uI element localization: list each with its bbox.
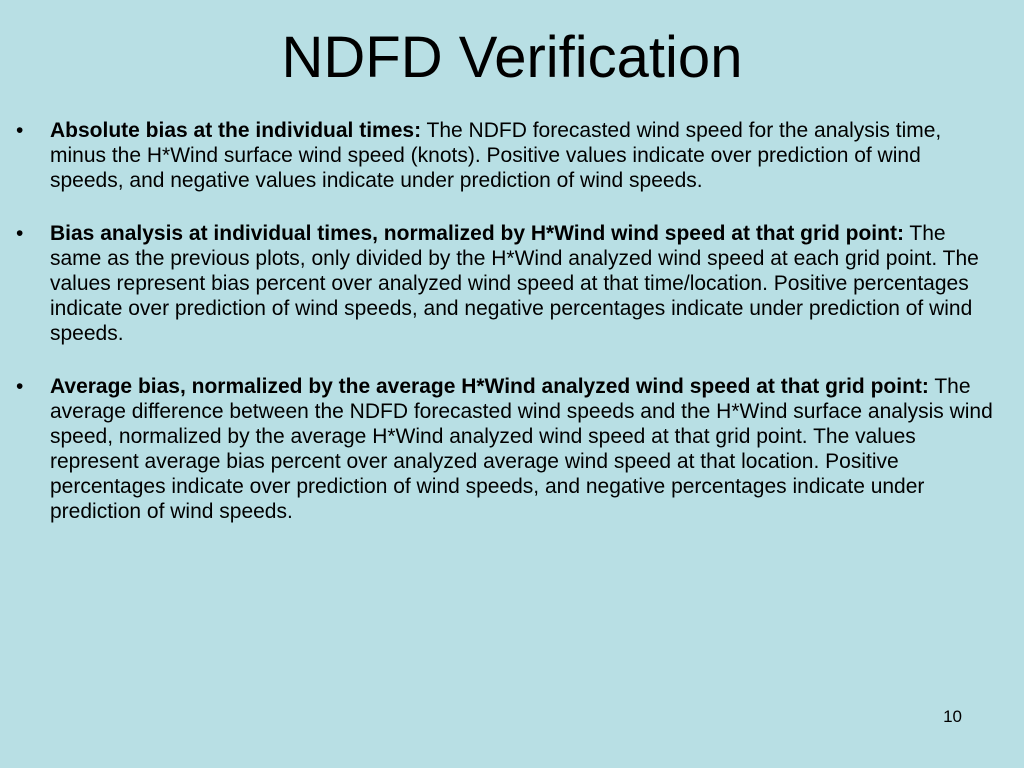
- bullet-heading: Average bias, normalized by the average H*Wind analyzed wind speed at that grid point:: [50, 375, 929, 398]
- bullet-item-normalized-bias: [16, 221, 996, 346]
- bullet-text: The NDFD forecasted wind speed for the analysis time, minus the H*Wind surface wind speed (knots). Positive values indicate over prediction of wind speeds, and negative values indicate under prediction of wind speeds.: [50, 119, 942, 192]
- bullet-text: The same as the previous plots, only divided by the H*Wind analyzed wind speed at each grid point. The values represent bias percent over analyzed wind speed at that time/location. Positive percentages indicate over prediction of wind speeds, and negative percentages indicate under prediction of wind speeds.: [50, 222, 979, 345]
- page-number: 10: [943, 707, 962, 726]
- bullet-item-absolute-bias: [16, 118, 996, 193]
- bullet-dot-icon: •: [16, 222, 24, 245]
- bullet-heading: Absolute bias at the individual times:: [50, 119, 422, 142]
- bullet-heading: Bias analysis at individual times, normalized by H*Wind wind speed at that grid point:: [50, 222, 904, 245]
- bullet-item-average-bias: [16, 374, 996, 524]
- bullet-text: The average difference between the NDFD forecasted wind speeds and the H*Wind surface analysis wind speed, normalized by the average H*Wind analyzed wind speed at that grid point. The values represent average bias percent over analyzed average wind speed at that location. Positive percentages indicate over prediction of wind speeds, and negative percentages indicate under prediction of wind speeds.: [50, 375, 993, 523]
- bullet-dot-icon: •: [16, 375, 24, 398]
- bullet-dot-icon: •: [16, 119, 24, 142]
- slide-title: NDFD Verification: [281, 25, 743, 90]
- bullet-list: [16, 118, 996, 552]
